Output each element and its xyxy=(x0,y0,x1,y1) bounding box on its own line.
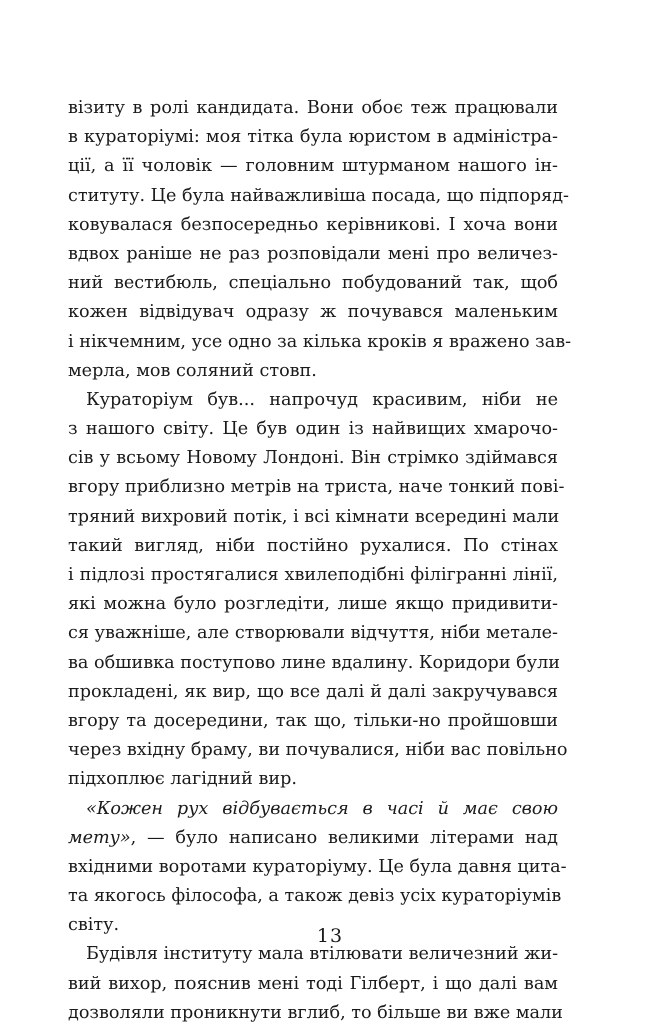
text-line: тряний вихровий потік, і всі кімнати всередині мали xyxy=(68,506,560,527)
text-line: ституту. Це була найважливіша посада, що підпоряд- xyxy=(68,185,569,206)
text-line: такий вигляд, ніби постійно рухалися. По стінах xyxy=(68,535,558,556)
text-line: дозволяли проникнути вглиб, то більше ви вже мали xyxy=(68,1002,563,1023)
text-line: вхідними воротами кураторіуму. Це була давня цита- xyxy=(68,856,567,877)
text-line: ковувалася безпосередньо керівникові. І хоча вони xyxy=(68,214,558,235)
text-line: вий вихор, пояснив мені тоді Гілберт, і що далі вам xyxy=(68,973,558,994)
text-line: Будівля інституту мала втілювати величезний жи- xyxy=(86,944,559,965)
body-text xyxy=(68,94,572,1028)
text-line: які можна було розгледіти, лише якщо придивити- xyxy=(68,594,558,615)
text-line: і підлозі простягалися хвилеподібні філігранні лінії, xyxy=(68,565,558,585)
page-number: 13 xyxy=(316,925,344,947)
text-line: через вхідну браму, ви почувалися, ніби вас повільно xyxy=(68,740,568,761)
text-line: з нашого світу. Це був один із найвищих хмарочо- xyxy=(68,419,558,440)
text-line: та якогось філософа, а також девіз усіх кураторіумів xyxy=(68,886,562,907)
text-line: світу. xyxy=(68,915,120,936)
text-line: мету», — було написано великими літерами над xyxy=(68,827,558,848)
text-line: ся уважніше, але створювали відчуття, ніби метале- xyxy=(68,623,558,644)
text-line: Кураторіум був... напрочуд красивим, ніби не xyxy=(86,389,558,410)
text-line: вгору та досередини, так що, тільки-но пройшовши xyxy=(68,710,558,731)
text-line: прокладені, як вир, що все далі й далі закручувався xyxy=(68,681,558,702)
text-line: «Кожен рух відбувається в часі й має свою xyxy=(86,798,558,819)
text-line: візиту в ролі кандидата. Вони обоє теж працювали xyxy=(68,98,558,118)
text-line: сів у всьому Новому Лондоні. Він стрімко здіймався xyxy=(68,448,558,469)
text-line: кожен відвідувач одразу ж почувався маленьким xyxy=(68,302,558,323)
text-line: в кураторіумі: моя тітка була юристом в адміністра- xyxy=(68,127,558,148)
text-line: ції, а її чоловік — головним штурманом нашого ін- xyxy=(68,156,558,177)
text-line: ний вестибюль, спеціально побудований так, щоб xyxy=(68,273,558,294)
text-line: і нікчемним, усе одно за кілька кроків я вражено зав- xyxy=(68,331,572,352)
text-line: вдвох раніше не раз розповідали мені про величез- xyxy=(68,243,558,264)
text-line: підхоплює лагідний вир. xyxy=(68,769,297,790)
text-line: мерла, мов соляний стовп. xyxy=(68,360,317,381)
text-line: ва обшивка поступово лине вдалину. Коридори були xyxy=(68,652,560,673)
text-line: вгору приблизно метрів на триста, наче тонкий пові- xyxy=(68,477,565,498)
